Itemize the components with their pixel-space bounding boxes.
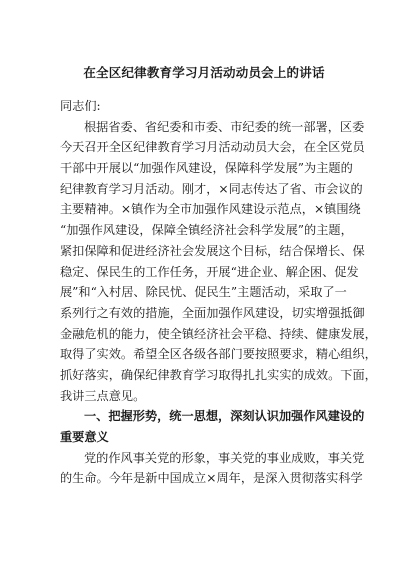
paragraph-line: 干部中开展以“加强作风建设，保障科学发展”为主题的 [60,161,353,176]
paragraph-line: 紧扣保障和促进经济社会发展这个目标，结合保增长、保 [60,243,365,258]
paragraph-line: 纪律教育学习月活动。刚才，×同志传达了省、市会议的 [60,181,363,196]
heading-line: 重要意义 [60,430,109,444]
heading-line: 一、把握形势，统一思想，深刻认识加强作风建设的 [84,409,365,424]
paragraph-line: 系列行之有效的措施，全面加强作风建设，切实增强抵御 [60,305,365,320]
paragraph-line: 稳定、保民生的工作任务，开展“进企业、解企困、促发 [60,264,359,279]
paragraph-line: “加强作风建设，保障全镇经济社会科学发展”的主题， [60,223,353,238]
section-heading-1 [60,406,365,447]
document-body [60,96,377,489]
paragraph-line: 金融危机的能力，使全镇经济社会平稳、持续、健康发展， [60,326,377,341]
paragraph-line: 党的作风事关党的形象，事关党的事业成败，事关党 [84,450,365,465]
paragraph-line: 主要精神。×镇作为全市加强作风建设示范点，×镇围绕 [60,202,361,217]
paragraph-2 [60,448,365,489]
paragraph-line: 取得了实效。希望全区各级各部门要按照要求，精心组织， [60,347,377,362]
paragraph-line: 抓好落实，确保纪律教育学习取得扎扎实实的成效。下面， [60,367,377,382]
paragraph-line: 根据省委、省纪委和市委、市纪委的统一部署，区委 [84,119,365,134]
paragraph-line: 我讲三点意见。 [60,388,146,403]
document-title: 在全区纪律教育学习月活动动员会上的讲话 [83,65,325,80]
paragraph-line: 的生命。今年是新中国成立×周年，是深入贯彻落实科学 [60,471,363,486]
salutation: 同志们: [60,99,101,113]
paragraph-line: 展”和“入村居、除民忧、促民生”主题活动，采取了一 [60,285,347,300]
paragraph-line: 今天召开全区纪律教育学习月活动动员大会，在全区党员 [60,140,365,155]
paragraph-1 [60,117,377,407]
